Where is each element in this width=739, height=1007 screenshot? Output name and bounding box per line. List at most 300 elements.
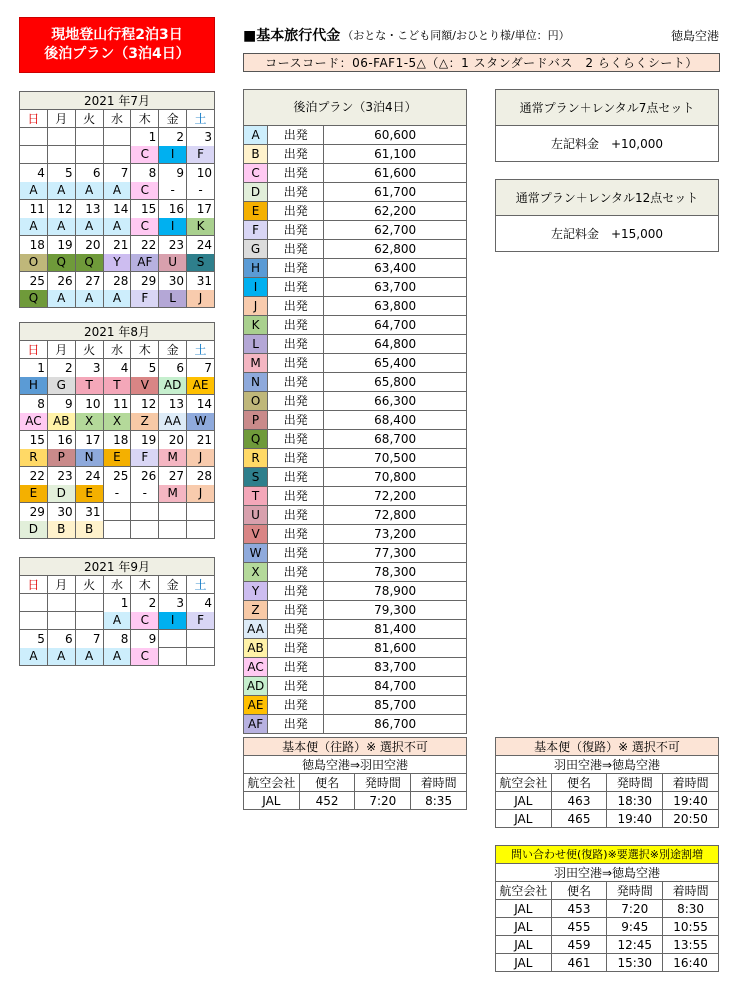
calendar-day xyxy=(159,630,187,648)
price-row xyxy=(244,449,467,468)
flight-cell: 455 xyxy=(551,918,607,936)
weekday-label: 金 xyxy=(159,576,187,594)
calendar-price-code: A xyxy=(47,648,75,666)
price-label: 出発 xyxy=(268,335,324,354)
price-heading xyxy=(243,24,723,46)
price-value: 68,700 xyxy=(324,430,467,449)
calendar-price-code: F xyxy=(187,612,215,630)
calendar-day: 28 xyxy=(187,467,215,485)
calendar-day: 4 xyxy=(187,594,215,612)
calendar-day: 8 xyxy=(131,164,159,182)
price-value: 78,300 xyxy=(324,563,467,582)
calendar-price-code: D xyxy=(20,521,48,539)
calendar-price-code: AA xyxy=(159,413,187,431)
calendar-price-code: X xyxy=(103,413,131,431)
price-label: 出発 xyxy=(268,354,324,373)
price-row xyxy=(244,145,467,164)
price-code: X xyxy=(244,563,268,582)
flight-cell: 15:30 xyxy=(607,954,663,972)
calendar-price-code: - xyxy=(187,182,215,200)
calendar-price-code: A xyxy=(103,218,131,236)
weekday-label: 金 xyxy=(159,341,187,359)
price-code: P xyxy=(244,411,268,430)
calendar-day: 15 xyxy=(20,431,48,449)
calendar-day: 15 xyxy=(131,200,159,218)
calendar-price-code xyxy=(187,521,215,539)
flight-cell: 19:40 xyxy=(663,792,719,810)
calendar-price-code xyxy=(20,612,48,630)
price-code: AE xyxy=(244,696,268,715)
calendar-day: 23 xyxy=(159,236,187,254)
calendar-title: 2021 年7月 xyxy=(20,92,215,110)
calendar-price-code: A xyxy=(47,290,75,308)
flight-cell: 16:40 xyxy=(663,954,719,972)
calendar-day xyxy=(75,594,103,612)
price-row xyxy=(244,373,467,392)
price-label: 出発 xyxy=(268,430,324,449)
calendar-day: 6 xyxy=(75,164,103,182)
calendar-price-code: G xyxy=(47,377,75,395)
price-row xyxy=(244,696,467,715)
calendar-day: 6 xyxy=(159,359,187,377)
calendar-day: 3 xyxy=(75,359,103,377)
calendar-price-code: A xyxy=(75,290,103,308)
weekday-label: 火 xyxy=(75,110,103,128)
price-label: 出発 xyxy=(268,620,324,639)
price-code: W xyxy=(244,544,268,563)
calendar-day: 18 xyxy=(103,431,131,449)
calendar-price-code: Y xyxy=(103,254,131,272)
price-value: 81,600 xyxy=(324,639,467,658)
calendar-price-code: AB xyxy=(47,413,75,431)
calendar-price-code: E xyxy=(103,449,131,467)
price-label: 出発 xyxy=(268,582,324,601)
calendar-day: 11 xyxy=(20,200,48,218)
price-value: 83,700 xyxy=(324,658,467,677)
price-value: 81,400 xyxy=(324,620,467,639)
calendar-day: 4 xyxy=(20,164,48,182)
price-code: V xyxy=(244,525,268,544)
calendar-day: 11 xyxy=(103,395,131,413)
price-code: S xyxy=(244,468,268,487)
price-value: 62,700 xyxy=(324,221,467,240)
calendar-price-code: Q xyxy=(47,254,75,272)
calendar-price-code: H xyxy=(20,377,48,395)
calendar-day xyxy=(187,503,215,521)
price-code: U xyxy=(244,506,268,525)
flight-row xyxy=(244,792,467,810)
calendar-day: 21 xyxy=(103,236,131,254)
price-value: 63,400 xyxy=(324,259,467,278)
price-row xyxy=(244,639,467,658)
calendar-day: 5 xyxy=(47,164,75,182)
price-label: 出発 xyxy=(268,715,324,734)
flight-route: 徳島空港⇒羽田空港 xyxy=(244,756,467,774)
price-label: 出発 xyxy=(268,677,324,696)
calendar-day: 2 xyxy=(131,594,159,612)
calendar-price-code: M xyxy=(159,485,187,503)
calendar-price-code: J xyxy=(187,290,215,308)
calendar-price-code xyxy=(131,521,159,539)
calendar-price-code: R xyxy=(20,449,48,467)
rental-set-title: 通常プラン＋レンタル7点セット xyxy=(496,90,719,126)
price-label: 出発 xyxy=(268,126,324,145)
flight-column-header: 便名 xyxy=(551,774,607,792)
calendar-price-code: I xyxy=(159,612,187,630)
calendar-day: 1 xyxy=(131,128,159,146)
flight-cell: JAL xyxy=(496,810,552,828)
flight-column-header: 航空会社 xyxy=(496,882,552,900)
calendar-day xyxy=(75,128,103,146)
calendar-price-code: C xyxy=(131,612,159,630)
price-code: K xyxy=(244,316,268,335)
calendar-day: 28 xyxy=(103,272,131,290)
price-label: 出発 xyxy=(268,202,324,221)
heading-sub: （おとな・こども同額/おひとり様/単位：円） xyxy=(342,29,570,42)
calendar-day: 7 xyxy=(187,359,215,377)
calendar-day: 8 xyxy=(20,395,48,413)
price-value: 62,200 xyxy=(324,202,467,221)
calendar-price-code: W xyxy=(187,413,215,431)
price-row xyxy=(244,240,467,259)
calendar-day: 30 xyxy=(159,272,187,290)
price-row xyxy=(244,392,467,411)
price-label: 出発 xyxy=(268,240,324,259)
price-value: 65,800 xyxy=(324,373,467,392)
calendar-day: 26 xyxy=(47,272,75,290)
price-code: Y xyxy=(244,582,268,601)
calendar-day xyxy=(20,594,48,612)
flight-cell: 12:45 xyxy=(607,936,663,954)
calendar-day: 12 xyxy=(47,200,75,218)
calendar-day: 16 xyxy=(159,200,187,218)
calendar-day: 14 xyxy=(187,395,215,413)
calendar-price-code xyxy=(187,648,215,666)
calendar-day: 16 xyxy=(47,431,75,449)
calendar-price-code: A xyxy=(47,218,75,236)
price-value: 85,700 xyxy=(324,696,467,715)
price-code: AC xyxy=(244,658,268,677)
calendar-day xyxy=(187,630,215,648)
flight-column-header: 便名 xyxy=(299,774,355,792)
flight-cell: 20:50 xyxy=(663,810,719,828)
calendar-price-code: A xyxy=(75,648,103,666)
calendar-price-code: AC xyxy=(20,413,48,431)
calendar-day: 9 xyxy=(159,164,187,182)
price-code: AD xyxy=(244,677,268,696)
flight-cell: JAL xyxy=(496,918,552,936)
weekday-label: 火 xyxy=(75,576,103,594)
weekday-label: 月 xyxy=(47,576,75,594)
price-value: 70,500 xyxy=(324,449,467,468)
rental-set-title: 通常プラン＋レンタル12点セット xyxy=(496,180,719,216)
price-row xyxy=(244,411,467,430)
calendar-august xyxy=(19,322,215,539)
calendar-day: 20 xyxy=(159,431,187,449)
calendar-day: 2 xyxy=(159,128,187,146)
calendar-day xyxy=(159,503,187,521)
calendar-price-code: A xyxy=(47,182,75,200)
price-label: 出発 xyxy=(268,145,324,164)
price-row xyxy=(244,506,467,525)
heading-airport: 徳島空港 xyxy=(670,28,719,43)
price-value: 68,400 xyxy=(324,411,467,430)
price-label: 出発 xyxy=(268,392,324,411)
price-label: 出発 xyxy=(268,278,324,297)
flight-row xyxy=(496,918,719,936)
weekday-label: 木 xyxy=(131,110,159,128)
title-line-2: 後泊プラン（3泊4日） xyxy=(44,46,190,62)
calendar-price-code: Q xyxy=(75,254,103,272)
price-value: 63,800 xyxy=(324,297,467,316)
weekday-label: 木 xyxy=(131,341,159,359)
price-label: 出発 xyxy=(268,316,324,335)
calendar-price-code: A xyxy=(20,182,48,200)
flight-cell: 463 xyxy=(551,792,607,810)
price-code: M xyxy=(244,354,268,373)
price-code: AF xyxy=(244,715,268,734)
price-code: C xyxy=(244,164,268,183)
calendar-price-code: S xyxy=(187,254,215,272)
flight-column-header: 発時間 xyxy=(607,774,663,792)
price-value: 72,800 xyxy=(324,506,467,525)
calendar-day: 1 xyxy=(20,359,48,377)
calendar-price-code: C xyxy=(131,182,159,200)
calendar-price-code: I xyxy=(159,146,187,164)
price-code: Q xyxy=(244,430,268,449)
calendar-price-code: J xyxy=(187,485,215,503)
price-value: 73,200 xyxy=(324,525,467,544)
flight-cell: 7:20 xyxy=(607,900,663,918)
calendar-day: 30 xyxy=(47,503,75,521)
flight-cell: JAL xyxy=(496,900,552,918)
calendar-price-code: B xyxy=(75,521,103,539)
flight-row xyxy=(496,900,719,918)
calendar-price-code: T xyxy=(103,377,131,395)
flight-column-header: 航空会社 xyxy=(244,774,300,792)
calendar-day: 5 xyxy=(131,359,159,377)
price-value: 79,300 xyxy=(324,601,467,620)
flight-cell: 19:40 xyxy=(607,810,663,828)
calendar-day: 14 xyxy=(103,200,131,218)
price-code: F xyxy=(244,221,268,240)
price-row xyxy=(244,430,467,449)
flight-cell: 452 xyxy=(299,792,355,810)
price-value: 78,900 xyxy=(324,582,467,601)
price-code: B xyxy=(244,145,268,164)
price-code: O xyxy=(244,392,268,411)
calendar-price-code: A xyxy=(20,648,48,666)
calendar-day: 19 xyxy=(131,431,159,449)
flight-row xyxy=(496,792,719,810)
price-label: 出発 xyxy=(268,373,324,392)
price-value: 72,200 xyxy=(324,487,467,506)
calendar-price-code: L xyxy=(159,290,187,308)
weekday-label: 日 xyxy=(20,576,48,594)
price-value: 77,300 xyxy=(324,544,467,563)
price-code: G xyxy=(244,240,268,259)
flight-cell: 9:45 xyxy=(607,918,663,936)
price-row xyxy=(244,563,467,582)
calendar-price-code: V xyxy=(131,377,159,395)
calendar-price-code: Q xyxy=(20,290,48,308)
calendar-day: 29 xyxy=(20,503,48,521)
calendar-price-code: I xyxy=(159,218,187,236)
calendar-july xyxy=(19,91,215,308)
price-label: 出発 xyxy=(268,525,324,544)
calendar-day: 9 xyxy=(131,630,159,648)
calendar-day: 31 xyxy=(187,272,215,290)
price-code: Z xyxy=(244,601,268,620)
price-row xyxy=(244,183,467,202)
price-label: 出発 xyxy=(268,468,324,487)
calendar-price-code: B xyxy=(47,521,75,539)
calendar-price-code: C xyxy=(131,218,159,236)
weekday-label: 土 xyxy=(187,576,215,594)
calendar-price-code xyxy=(159,521,187,539)
calendar-price-code xyxy=(75,612,103,630)
calendar-day: 8 xyxy=(103,630,131,648)
price-value: 62,800 xyxy=(324,240,467,259)
calendar-price-code: A xyxy=(75,218,103,236)
calendar-day: 18 xyxy=(20,236,48,254)
price-value: 61,100 xyxy=(324,145,467,164)
flight-cell: 453 xyxy=(551,900,607,918)
flight-cell: JAL xyxy=(496,792,552,810)
calendar-day: 22 xyxy=(131,236,159,254)
calendar-price-code: A xyxy=(75,182,103,200)
price-row xyxy=(244,658,467,677)
price-row xyxy=(244,677,467,696)
flight-cell: 7:20 xyxy=(355,792,411,810)
price-value: 70,800 xyxy=(324,468,467,487)
calendar-day: 24 xyxy=(187,236,215,254)
price-label: 出発 xyxy=(268,658,324,677)
calendar-price-code: J xyxy=(187,449,215,467)
price-code: E xyxy=(244,202,268,221)
calendar-price-code xyxy=(47,612,75,630)
flight-column-header: 航空会社 xyxy=(496,774,552,792)
price-value: 63,700 xyxy=(324,278,467,297)
weekday-label: 水 xyxy=(103,576,131,594)
price-row xyxy=(244,126,467,145)
calendar-day xyxy=(131,503,159,521)
calendar-day: 21 xyxy=(187,431,215,449)
calendar-price-code: F xyxy=(187,146,215,164)
calendar-price-code: Z xyxy=(131,413,159,431)
flight-table-title: 問い合わせ便(復路)※要選択※別途割増 xyxy=(496,846,719,864)
calendar-price-code: M xyxy=(159,449,187,467)
calendar-day: 25 xyxy=(20,272,48,290)
calendar-title: 2021 年8月 xyxy=(20,323,215,341)
price-code: A xyxy=(244,126,268,145)
price-code: AB xyxy=(244,639,268,658)
rental-set-7 xyxy=(495,89,719,162)
price-label: 出発 xyxy=(268,221,324,240)
calendar-price-code: E xyxy=(75,485,103,503)
calendar-day: 1 xyxy=(103,594,131,612)
price-row xyxy=(244,164,467,183)
price-table-header: 後泊プラン（3泊4日） xyxy=(244,90,467,126)
calendar-day: 6 xyxy=(47,630,75,648)
calendar-day: 25 xyxy=(103,467,131,485)
calendar-price-code: N xyxy=(75,449,103,467)
price-label: 出発 xyxy=(268,506,324,525)
flight-cell: 8:35 xyxy=(411,792,467,810)
price-table xyxy=(243,89,467,734)
price-row xyxy=(244,202,467,221)
flight-cell: 13:55 xyxy=(663,936,719,954)
calendar-price-code: - xyxy=(103,485,131,503)
calendar-day: 29 xyxy=(131,272,159,290)
rental-set-value: 左記料金 +10,000 xyxy=(496,126,719,162)
price-value: 60,600 xyxy=(324,126,467,145)
calendar-day: 31 xyxy=(75,503,103,521)
flight-column-header: 着時間 xyxy=(663,774,719,792)
calendar-day: 3 xyxy=(159,594,187,612)
rental-set-value: 左記料金 +15,000 xyxy=(496,216,719,252)
flight-column-header: 発時間 xyxy=(607,882,663,900)
calendar-price-code xyxy=(103,521,131,539)
price-code: N xyxy=(244,373,268,392)
calendar-day: 7 xyxy=(75,630,103,648)
flight-cell: JAL xyxy=(496,954,552,972)
price-label: 出発 xyxy=(268,601,324,620)
flight-row xyxy=(496,954,719,972)
calendar-price-code: K xyxy=(187,218,215,236)
flight-cell: 461 xyxy=(551,954,607,972)
calendar-price-code xyxy=(47,146,75,164)
price-code: L xyxy=(244,335,268,354)
page-title-box xyxy=(19,17,215,73)
price-label: 出発 xyxy=(268,544,324,563)
calendar-price-code: A xyxy=(20,218,48,236)
weekday-label: 水 xyxy=(103,110,131,128)
price-label: 出発 xyxy=(268,297,324,316)
price-row xyxy=(244,544,467,563)
price-label: 出発 xyxy=(268,164,324,183)
price-value: 64,800 xyxy=(324,335,467,354)
weekday-label: 日 xyxy=(20,341,48,359)
calendar-day xyxy=(47,128,75,146)
flight-route: 羽田空港⇒徳島空港 xyxy=(496,864,719,882)
price-row xyxy=(244,259,467,278)
calendar-price-code: X xyxy=(75,413,103,431)
price-row xyxy=(244,354,467,373)
weekday-label: 月 xyxy=(47,110,75,128)
calendar-price-code: D xyxy=(47,485,75,503)
calendar-day: 7 xyxy=(103,164,131,182)
calendar-day xyxy=(103,128,131,146)
price-row xyxy=(244,715,467,734)
calendar-day: 27 xyxy=(159,467,187,485)
calendar-day: 13 xyxy=(159,395,187,413)
calendar-day: 4 xyxy=(103,359,131,377)
price-value: 61,700 xyxy=(324,183,467,202)
price-label: 出発 xyxy=(268,259,324,278)
calendar-day: 20 xyxy=(75,236,103,254)
calendar-day: 26 xyxy=(131,467,159,485)
flight-inquiry xyxy=(495,845,719,972)
rental-set-12 xyxy=(495,179,719,252)
calendar-title: 2021 年9月 xyxy=(20,558,215,576)
price-row xyxy=(244,620,467,639)
price-value: 65,400 xyxy=(324,354,467,373)
flight-cell: 10:55 xyxy=(663,918,719,936)
calendar-price-code: A xyxy=(103,648,131,666)
price-row xyxy=(244,582,467,601)
weekday-label: 月 xyxy=(47,341,75,359)
